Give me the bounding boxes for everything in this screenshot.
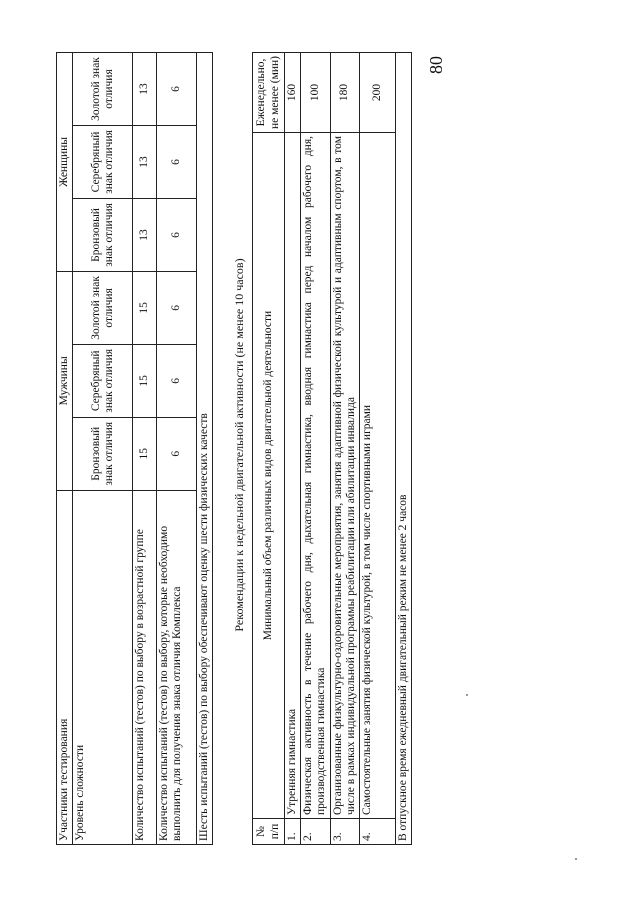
table-cell: 6	[157, 417, 197, 490]
table-cell: 15	[133, 271, 157, 344]
row-number: 1.	[285, 819, 301, 845]
table-cell: 15	[133, 417, 157, 490]
activity-text: Утренняя гимнастика	[285, 133, 301, 819]
level-label: Уровень сложности	[73, 490, 133, 844]
minutes-value: 100	[301, 53, 330, 133]
badge-header: Бронзовый знак отличия	[73, 417, 133, 490]
row-label: Количество испытаний (тестов) по выбору в возрастной группе	[133, 490, 157, 844]
badge-header: Серебряный знак отличия	[73, 344, 133, 417]
page-number: 80	[426, 56, 446, 74]
table-row	[157, 53, 197, 845]
weekly-header: Еженедельно, не менее (мин)	[253, 53, 285, 133]
badge-header: Золотой знак отличия	[73, 271, 133, 344]
women-header: Женщины	[57, 53, 73, 272]
table-row	[253, 53, 285, 845]
badge-header: Серебряный знак отличия	[73, 125, 133, 198]
badge-header: Золотой знак отличия	[73, 53, 133, 126]
table-cell: 15	[133, 344, 157, 417]
table-footer: В отпускное время ежедневный двигательный режим не менее 2 часов	[396, 53, 412, 845]
activity-table-title: Рекомендации к недельной двигательной активности (не менее 10 часов)	[232, 258, 246, 632]
badge-header: Бронзовый знак отличия	[73, 198, 133, 271]
table-row	[73, 53, 133, 845]
table-row	[57, 53, 73, 845]
table-cell: 6	[157, 344, 197, 417]
row-number: 4.	[360, 819, 396, 845]
table-cell: 6	[157, 53, 197, 126]
men-header: Мужчины	[57, 271, 73, 490]
minutes-value: 180	[330, 53, 359, 133]
table-cell: 13	[133, 198, 157, 271]
activity-text: Организованные физкультурно-оздоровительные мероприятия, занятия адаптивной физической культурой и адаптивным спортом, в том числе в рамках индивидуальной программы реабилитации или абилитации инвалида	[330, 133, 359, 819]
table-cell: 13	[133, 53, 157, 126]
scan-speck	[575, 858, 577, 860]
number-header: № п/п	[253, 819, 285, 845]
table-row	[133, 53, 157, 845]
table-cell: 6	[157, 271, 197, 344]
badge-requirements-table	[56, 52, 213, 845]
table-row	[285, 53, 301, 845]
table-cell: 6	[157, 125, 197, 198]
minutes-value: 200	[360, 53, 396, 133]
table-row	[197, 53, 213, 845]
table-cell: 13	[133, 125, 157, 198]
minutes-value: 160	[285, 53, 301, 133]
table-row	[301, 53, 330, 845]
scan-speck	[466, 694, 468, 696]
table-cell: 6	[157, 198, 197, 271]
activity-header: Минимальный объем различных видов двигательной деятельности	[253, 133, 285, 819]
row-number: 2.	[301, 819, 330, 845]
table-row	[396, 53, 412, 845]
table-row	[330, 53, 359, 845]
row-number: 3.	[330, 819, 359, 845]
participants-label: Участники тестирования	[57, 490, 73, 844]
activity-text: Физическая активность в течение рабочего дня, дыхательная гимнастика, вводная гимнастика перед началом рабочего дня, производственная гимнастика	[301, 133, 330, 819]
table-footer: Шесть испытаний (тестов) по выбору обеспечивают оценку шести физических качеств	[197, 53, 213, 845]
activity-text: Самостоятельные занятия физической культурой, в том числе спортивными играми	[360, 133, 396, 819]
table-row	[360, 53, 396, 845]
weekly-activity-table	[252, 52, 412, 845]
row-label: Количество испытаний (тестов) по выбору, которые необходимо выполнить для получения знака отличия Комплекса	[157, 490, 197, 844]
